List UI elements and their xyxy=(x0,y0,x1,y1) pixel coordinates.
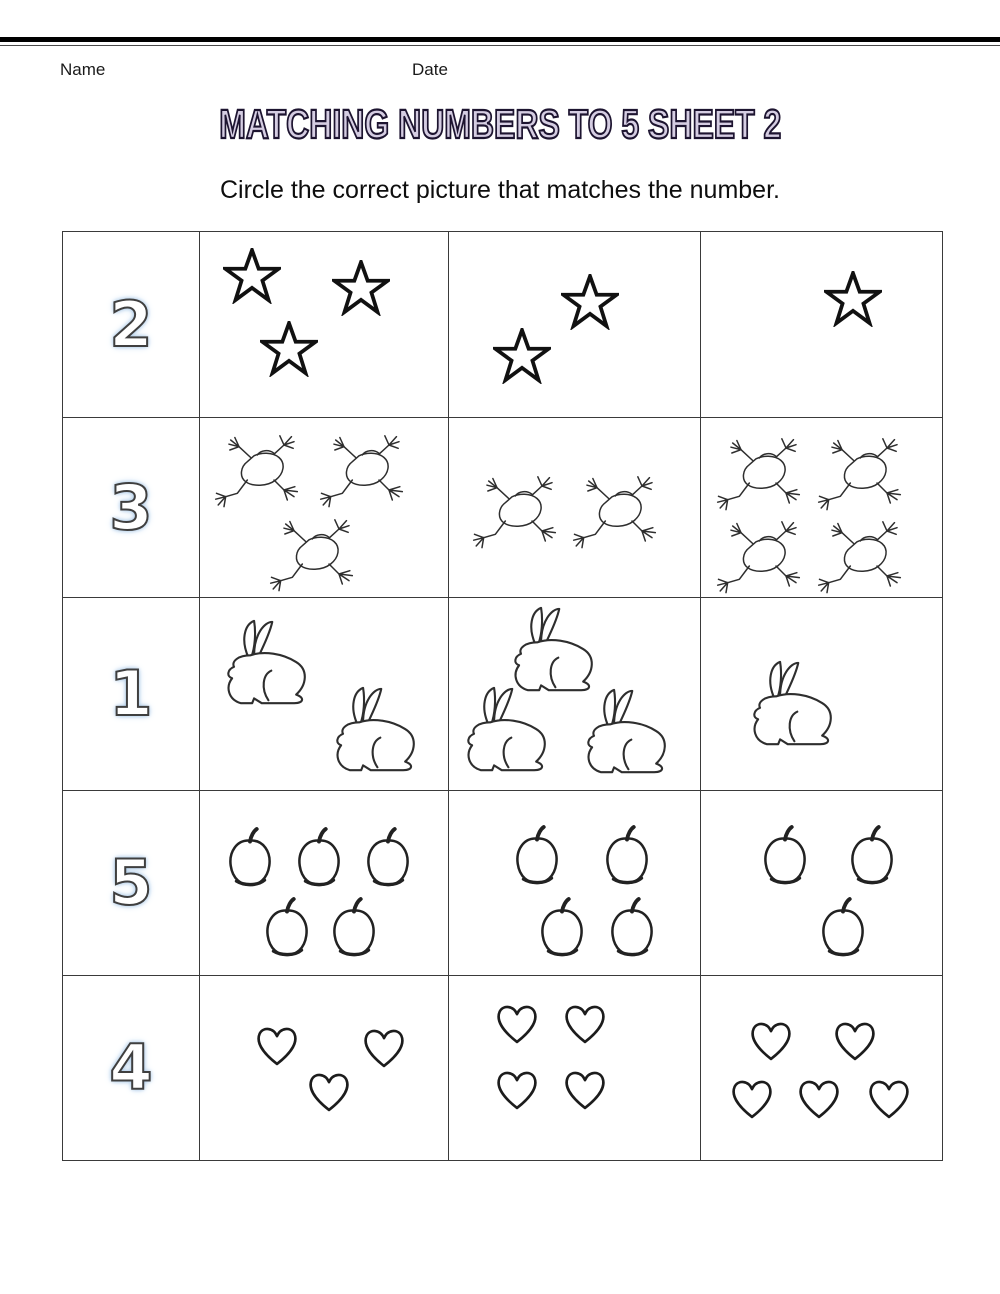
frog-icon xyxy=(269,514,369,594)
answer-cell-row4-option3[interactable] xyxy=(701,791,943,976)
row-number-label: 1 xyxy=(109,657,153,730)
rabbit-icon xyxy=(452,682,562,779)
star-icon xyxy=(824,271,882,327)
frog-icon xyxy=(319,430,419,510)
name-label: Name xyxy=(60,60,106,79)
apple-icon xyxy=(535,897,589,957)
apple-icon xyxy=(816,897,870,957)
apple-icon xyxy=(223,827,277,887)
title-wrap xyxy=(0,101,1000,148)
apple-icon xyxy=(600,825,654,885)
apple-icon xyxy=(292,827,346,887)
date-label: Date xyxy=(412,60,448,79)
frog-icon xyxy=(472,471,572,551)
answer-cell-row1-option1[interactable] xyxy=(200,232,449,418)
heart-icon xyxy=(251,1020,303,1069)
answer-cell-row4-option1[interactable] xyxy=(200,791,449,976)
row-number-label: 3 xyxy=(109,470,153,544)
frog-icon xyxy=(817,516,917,596)
header-divider xyxy=(0,37,1000,46)
number-cell-row5 xyxy=(63,976,200,1161)
star-icon xyxy=(493,328,551,384)
row-number-label: 2 xyxy=(109,287,153,361)
rabbit-icon xyxy=(738,655,848,752)
heart-icon xyxy=(863,1073,915,1122)
answer-cell-row2-option3[interactable] xyxy=(701,418,943,598)
number-cell-row3 xyxy=(63,598,200,791)
answer-cell-row4-option2[interactable] xyxy=(449,791,701,976)
frog-icon xyxy=(716,516,816,596)
apple-icon xyxy=(605,897,659,957)
frog-icon xyxy=(716,433,816,513)
frog-icon xyxy=(214,430,314,510)
number-cell-row2 xyxy=(63,418,200,598)
instruction-text: Circle the correct picture that matches the number. xyxy=(220,176,780,204)
apple-icon xyxy=(758,825,812,885)
star-icon xyxy=(223,248,281,304)
number-cell-row4 xyxy=(63,791,200,976)
answer-cell-row5-option3[interactable] xyxy=(701,976,943,1161)
answer-cell-row3-option1[interactable] xyxy=(200,598,449,791)
rabbit-icon xyxy=(321,682,431,779)
rabbit-icon xyxy=(212,615,322,712)
answer-cell-row5-option2[interactable] xyxy=(449,976,701,1161)
matching-table xyxy=(62,231,943,1161)
answer-cell-row2-option2[interactable] xyxy=(449,418,701,598)
answer-cell-row1-option2[interactable] xyxy=(449,232,701,418)
apple-icon xyxy=(845,825,899,885)
answer-cell-row5-option1[interactable] xyxy=(200,976,449,1161)
heart-icon xyxy=(491,1064,543,1113)
apple-icon xyxy=(361,827,415,887)
answer-cell-row3-option2[interactable] xyxy=(449,598,701,791)
heart-icon xyxy=(559,998,611,1047)
heart-icon xyxy=(745,1014,797,1063)
answer-cell-row1-option3[interactable] xyxy=(701,232,943,418)
row-number-label: 5 xyxy=(109,846,153,919)
heart-icon xyxy=(303,1066,355,1115)
star-icon xyxy=(260,321,318,377)
rabbit-icon xyxy=(572,684,682,781)
number-cell-row1 xyxy=(63,232,200,418)
frog-icon xyxy=(572,471,672,551)
star-icon xyxy=(561,274,619,330)
frog-icon xyxy=(817,433,917,513)
heart-icon xyxy=(559,1064,611,1113)
heart-icon xyxy=(491,998,543,1047)
heart-icon xyxy=(829,1014,881,1063)
row-number-label: 4 xyxy=(109,1031,153,1104)
apple-icon xyxy=(327,897,381,957)
heart-icon xyxy=(726,1073,778,1122)
star-icon xyxy=(332,260,390,316)
heart-icon xyxy=(793,1073,845,1122)
answer-cell-row2-option1[interactable] xyxy=(200,418,449,598)
apple-icon xyxy=(510,825,564,885)
rabbit-icon xyxy=(499,601,609,698)
answer-cell-row3-option3[interactable] xyxy=(701,598,943,791)
heart-icon xyxy=(358,1021,410,1070)
page-title: MATCHING NUMBERS TO 5 SHEET 2 xyxy=(218,101,782,147)
apple-icon xyxy=(260,897,314,957)
